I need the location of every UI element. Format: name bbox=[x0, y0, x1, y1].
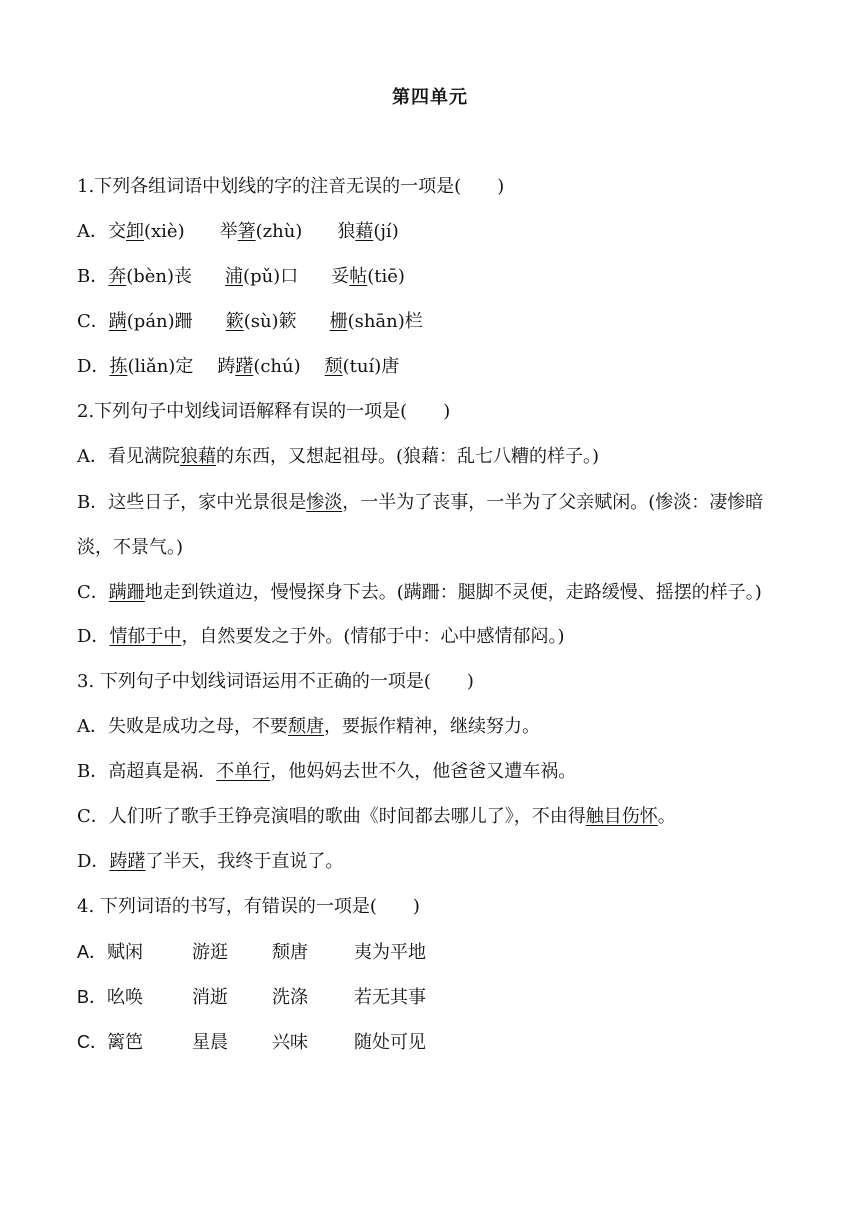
q1-option-c: C．蹒(pán)跚 簌(sù)簌 栅(shān)栏 bbox=[77, 311, 423, 332]
q2-option-c: C．蹒跚地走到铁道边，慢慢探身下去。(蹒跚：腿脚不灵便，走路缓慢、摇摆的样子。) bbox=[77, 582, 762, 603]
q3-stem: 3. 下列句子中划线词语运用不正确的一项是( ) bbox=[77, 671, 474, 692]
q1-option-a: A．交卸(xiè) 举箸(zhù) 狼藉(jí) bbox=[77, 221, 399, 242]
word: 颓唐 bbox=[272, 942, 308, 963]
word: 若无其事 bbox=[354, 987, 426, 1008]
q4-option-c: C．篱笆 星晨 兴味 随处可见 bbox=[77, 1027, 782, 1072]
q2-stem: 2.下列句子中划线词语解释有误的一项是( ) bbox=[77, 401, 451, 422]
word: 星晨 bbox=[192, 1032, 228, 1053]
question-list bbox=[77, 172, 782, 1072]
q3-option-b: B．高超真是祸．不单行，他妈妈去世不久，他爸爸又遭车祸。 bbox=[77, 761, 577, 782]
word: 篱笆 bbox=[107, 1032, 143, 1053]
q2-option-d: D．情郁于中，自然要发之于外。(情郁于中：心中感情郁闷。) bbox=[77, 626, 565, 647]
word: 消逝 bbox=[192, 987, 228, 1008]
q1-option-d: D．拣(liǎn)定 踌躇(chú) 颓(tuí)唐 bbox=[77, 356, 400, 377]
q4-stem: 4. 下列词语的书写，有错误的一项是( ) bbox=[77, 896, 420, 917]
q3-option-a: A．失败是成功之母，不要颓唐，要振作精神，继续努力。 bbox=[77, 716, 540, 737]
word: 兴味 bbox=[272, 1032, 308, 1053]
q2-option-b: B．这些日子，家中光景很是惨淡，一半为了丧事，一半为了父亲赋闲。(惨淡：凄惨暗淡，不景气。) bbox=[77, 492, 764, 558]
q4-option-a: A．赋闲 游逛 颓唐 夷为平地 bbox=[77, 937, 782, 982]
word: 游逛 bbox=[192, 942, 228, 963]
q1-option-b: B．奔(bèn)丧 浦(pǔ)口 妥帖(tiē) bbox=[77, 266, 405, 287]
q3-option-c: C．人们听了歌手王铮亮演唱的歌曲《时间都去哪儿了》，不由得触目伤怀。 bbox=[77, 806, 676, 827]
word: 洗涤 bbox=[272, 987, 308, 1008]
page-title: 第四单元 bbox=[392, 87, 468, 108]
q4-option-b: B．吆唤 消逝 洗涤 若无其事 bbox=[77, 982, 782, 1027]
word: 赋闲 bbox=[107, 942, 143, 963]
q3-option-d: D．踌躇了半天，我终于直说了。 bbox=[77, 851, 344, 872]
q1-stem: 1.下列各组词语中划线的字的注音无误的一项是( ) bbox=[77, 176, 505, 197]
word: 夷为平地 bbox=[354, 942, 426, 963]
q2-option-a: A．看见满院狼藉的东西，又想起祖母。(狼藉：乱七八糟的样子。) bbox=[77, 446, 600, 467]
word: 随处可见 bbox=[354, 1032, 426, 1053]
word: 吆唤 bbox=[107, 987, 143, 1008]
